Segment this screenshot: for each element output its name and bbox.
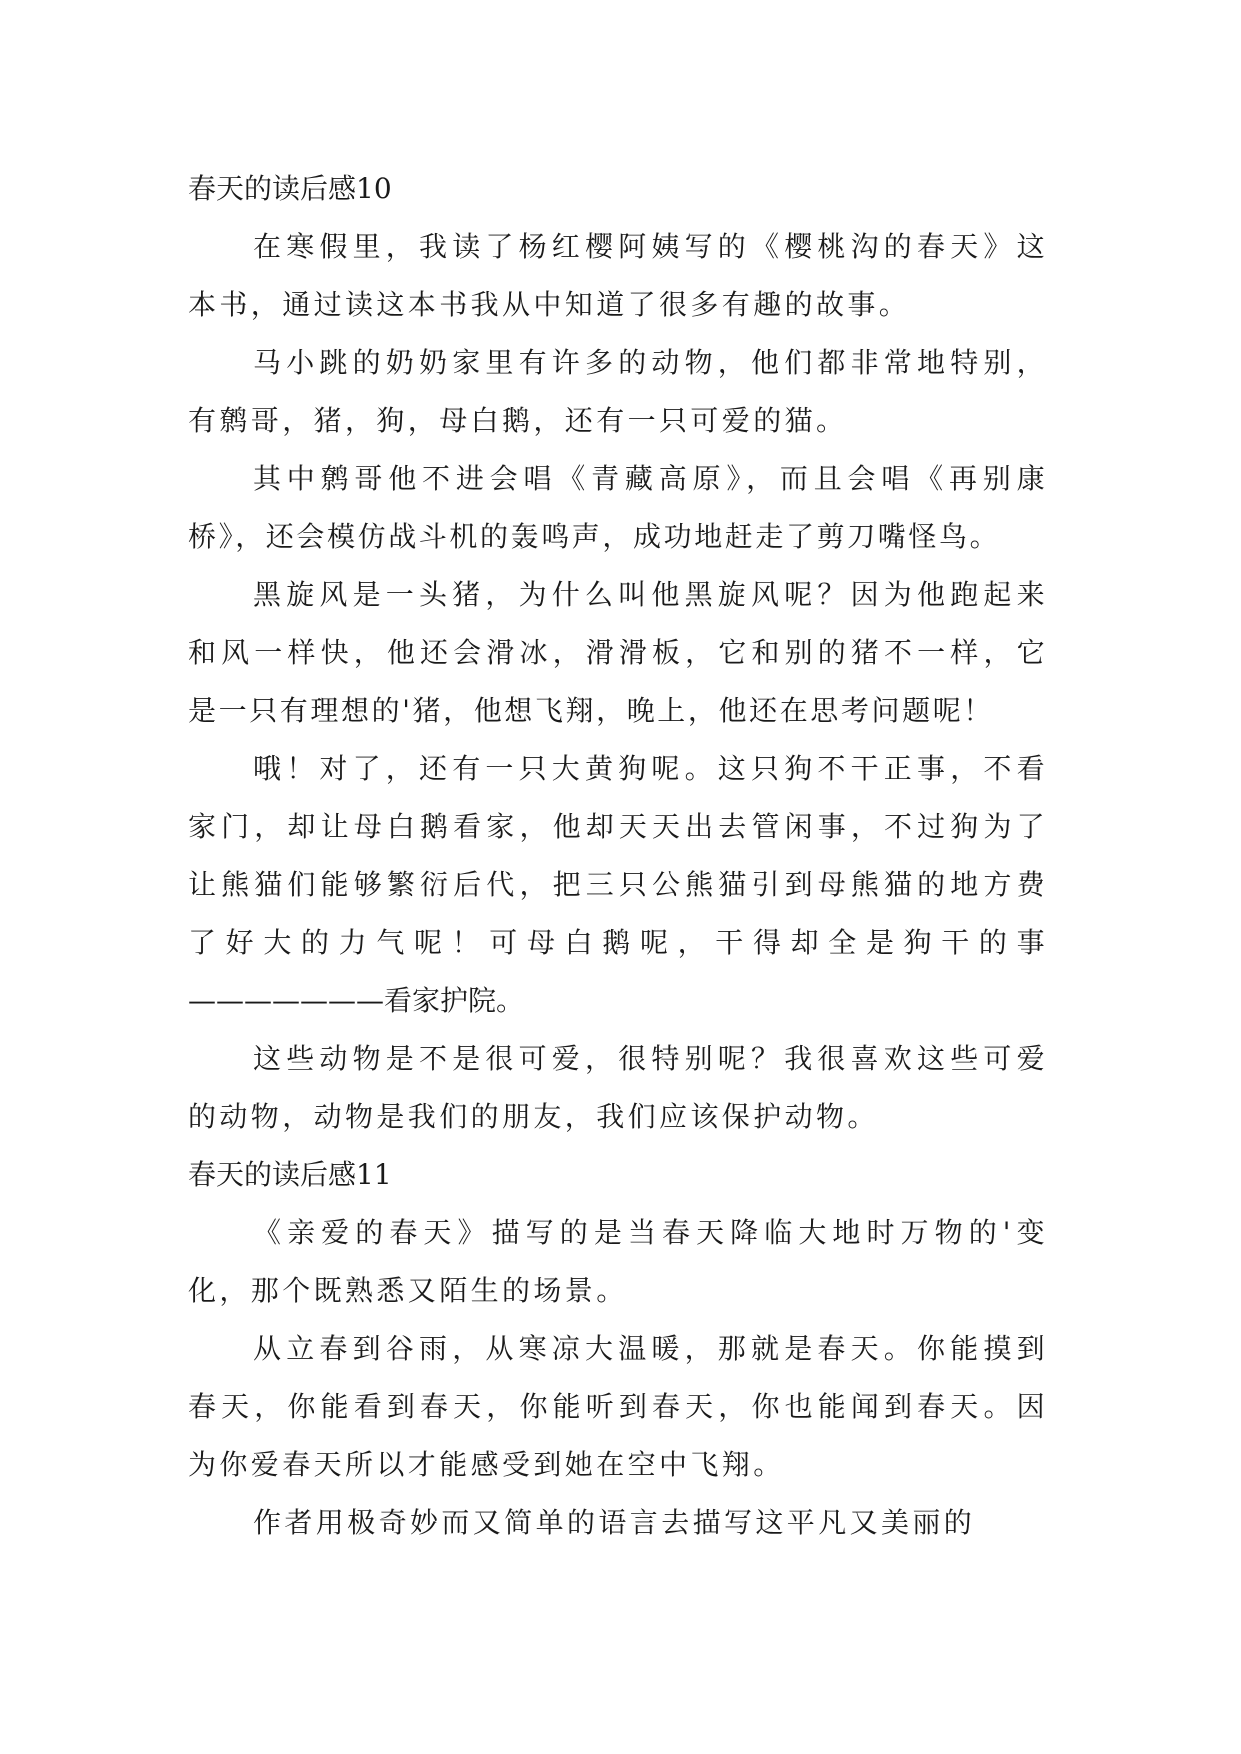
text-line: 《亲爱的春天》描写的是当春天降临大地时万物的'变 [253,1216,1048,1249]
document-page [188,160,1048,1552]
text-line: 其中鹩哥他不进会唱《青藏高原》，而且会唱《再别康 [253,462,1048,495]
text-line: ———————看家护院。 [188,984,525,1017]
text-line: 从立春到谷雨，从寒凉大温暖，那就是春天。你能摸到 [253,1332,1048,1365]
text-line: 为你爱春天所以才能感受到她在空中飞翔。 [188,1448,785,1481]
text-line: 本书，通过读这本书我从中知道了很多有趣的故事。 [188,288,911,321]
text-line: 春天，你能看到春天，你能听到春天，你也能闻到春天。因 [188,1390,1048,1423]
text-line: 马小跳的奶奶家里有许多的动物，他们都非常地特别， [253,346,1048,379]
paragraph [188,450,1048,566]
text-line: 和风一样快，他还会滑冰，滑滑板，它和别的猪不一样，它 [188,636,1048,669]
text-line: 这些动物是不是很可爱，很特别呢？我很喜欢这些可爱 [253,1042,1048,1075]
text-line: 在寒假里，我读了杨红樱阿姨写的《樱桃沟的春天》这 [253,230,1048,263]
text-line: 家门，却让母白鹅看家，他却天天出去管闲事，不过狗为了 [188,810,1048,843]
paragraph [188,1494,1048,1552]
text-line: 让熊猫们能够繁衍后代，把三只公熊猫引到母熊猫的地方费 [188,868,1048,901]
paragraph [188,740,1048,1030]
text-line: 了好大的力气呢！可母白鹅呢，干得却全是狗干的事 [188,926,1048,959]
text-line: 黑旋风是一头猪，为什么叫他黑旋风呢？因为他跑起来 [253,578,1048,611]
paragraph [188,1320,1048,1494]
text-line: 是一只有理想的'猪，他想飞翔，晚上，他还在思考问题呢！ [188,694,994,727]
text-line: 化，那个既熟悉又陌生的场景。 [188,1274,628,1307]
paragraph [188,1030,1048,1146]
text-line: 哦！对了，还有一只大黄狗呢。这只狗不干正事，不看 [253,752,1048,785]
section-title: 春天的读后感11 [188,1158,392,1191]
paragraph [188,334,1048,450]
section-title: 春天的读后感10 [188,172,392,205]
paragraph [188,1204,1048,1320]
text-line: 有鹩哥，猪，狗，母白鹅，还有一只可爱的猫。 [188,404,848,437]
text-line: 的动物，动物是我们的朋友，我们应该保护动物。 [188,1100,879,1133]
paragraph [188,218,1048,334]
paragraph [188,566,1048,740]
text-line: 桥》，还会模仿战斗机的轰鸣声，成功地赶走了剪刀嘴怪鸟。 [188,520,1001,553]
text-line: 作者用极奇妙而又简单的语言去描写这平凡又美丽的 [253,1506,976,1539]
